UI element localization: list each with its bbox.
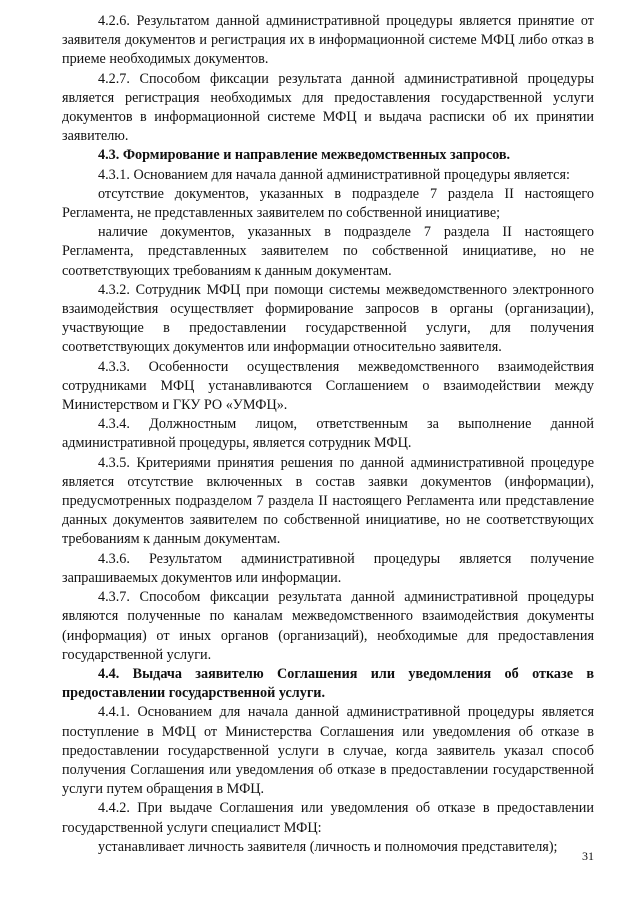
paragraph-4-4-1: 4.4.1. Основанием для начала данной административной процедуры является поступление в МФЦ от Министерства Соглашения или уведомления об отказе в предоставлении государственной услуги в случае, когда заявитель указал способ получения Соглашения или уведомления об отказе в предоставлении государственной услуги путем обращения в МФЦ.: [62, 704, 594, 798]
paragraph-4-3-6: 4.3.6. Результатом административной процедуры является получение запрашиваемых документов или информации.: [62, 550, 594, 586]
section-heading-4-4: 4.4. Выдача заявителю Соглашения или уведомления об отказе в предоставлении государственной услуги.: [62, 665, 594, 702]
document-body: [62, 12, 594, 857]
paragraph-4-3-7: 4.3.7. Способом фиксации результата данной административной процедуры являются полученные по каналам межведомственного взаимодействия документы (информация) от иных органов (организаций), необходимые для предоставления государственной услуги.: [62, 589, 594, 663]
paragraph-4-4-2: 4.4.2. При выдаче Соглашения или уведомления об отказе в предоставлении государственной услуги специалист МФЦ:: [62, 800, 594, 836]
paragraph-4-3-5: 4.3.5. Критериями принятия решения по данной административной процедуре является отсутствие включенных в состав заявки документов (информации), предусмотренных подразделом 7 раздела II настоящего Регламента или представление данных документов заявителем по собственной инициативе, но не соответствующих требованиям к данным документам.: [62, 454, 594, 548]
paragraph-4-3-4: 4.3.4. Должностным лицом, ответственным за выполнение данной административной процедуры, является сотрудник МФЦ.: [62, 416, 594, 452]
paragraph-4-3-1: 4.3.1. Основанием для начала данной административной процедуры является:: [98, 166, 570, 183]
paragraph-4-3-2: 4.3.2. Сотрудник МФЦ при помощи системы межведомственного электронного взаимодействия осуществляет формирование запросов в органы (организации), участвующие в предоставлении государственной услуги, для получения соответствующих документов или информации относительно заявителя.: [62, 281, 594, 356]
paragraph-4-3-3: 4.3.3. Особенности осуществления межведомственного взаимодействия сотрудниками МФЦ устанавливаются Соглашением о взаимодействии между Министерством и ГКУ РО «УМФЦ».: [62, 358, 594, 414]
paragraph-4-2-7: 4.2.7. Способом фиксации результата данной административной процедуры является регистрация необходимых для предоставления государственной услуги документов в информационной системе МФЦ и выдача расписки об их принятии заявителю.: [62, 70, 594, 145]
paragraph-4-3-1-item-2: наличие документов, указанных в подразделе 7 раздела II настоящего Регламента, представленных заявителем по собственной инициативе, но не соответствующих требованиям к данным документам.: [62, 224, 594, 279]
page-number: 31: [582, 849, 594, 863]
paragraph-4-4-2-item-1: устанавливает личность заявителя (личность и полномочия представителя);: [98, 838, 558, 855]
paragraph-4-2-6: 4.2.6. Результатом данной административной процедуры является принятие от заявителя документов и регистрация их в информационной системе МФЦ либо отказ в приеме необходимых документов.: [62, 13, 594, 68]
paragraph-4-3-1-item-1: отсутствие документов, указанных в подразделе 7 раздела II настоящего Регламента, не представленных заявителем по собственной инициативе;: [62, 185, 594, 222]
section-heading-4-3: 4.3. Формирование и направление межведомственных запросов.: [98, 147, 511, 164]
